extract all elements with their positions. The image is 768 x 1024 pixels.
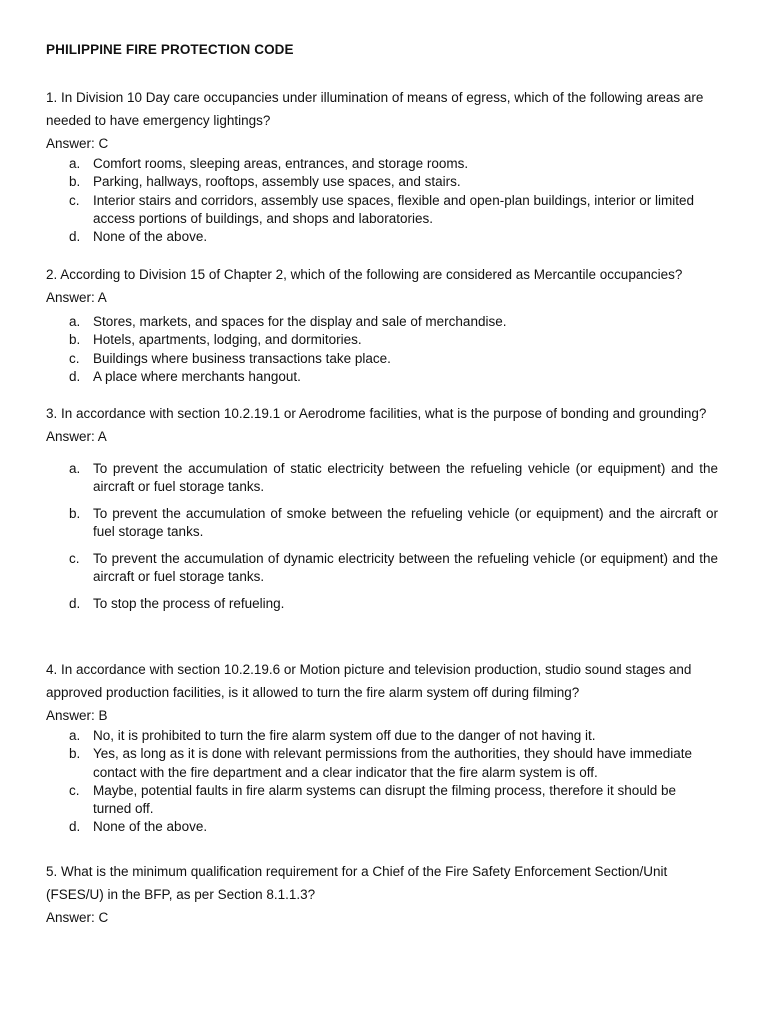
option-item <box>46 782 718 819</box>
option-letter: d. <box>69 596 81 612</box>
option-item <box>46 313 718 331</box>
option-letter: c. <box>69 350 80 366</box>
option-item <box>46 228 718 246</box>
option-text: Hotels, apartments, lodging, and dormitories. <box>93 332 362 348</box>
option-text: Stores, markets, and spaces for the display and sale of merchandise. <box>93 314 507 329</box>
option-letter: b. <box>69 174 81 190</box>
option-item <box>46 745 718 782</box>
option-text: Maybe, potential faults in fire alarm systems can disrupt the filming process, therefore it should be turned off. <box>93 782 677 817</box>
option-letter: d. <box>69 229 81 245</box>
option-text: Yes, as long as it is done with relevant permissions from the authorities, they should have immediate contact with the fire department and a clear indicator that the fire alarm system is off. <box>93 746 693 780</box>
option-letter: c. <box>69 782 80 798</box>
option-text: None of the above. <box>93 819 208 835</box>
option-item <box>46 368 718 386</box>
option-letter: a. <box>69 156 81 171</box>
option-item <box>46 818 718 836</box>
document-title: PHILIPPINE FIRE PROTECTION CODE <box>46 42 294 57</box>
option-text: To prevent the accumulation of dynamic electricity between the refueling vehicle (or equipment) and the aircraft or fuel storage tanks. <box>93 551 718 585</box>
option-text: No, it is prohibited to turn the fire alarm system off due to the danger of not having it. <box>93 728 596 743</box>
option-item <box>46 460 718 497</box>
option-item <box>46 331 718 349</box>
options-list <box>46 727 718 837</box>
question-text: 1. In Division 10 Day care occupancies under illumination of means of egress, which of the following areas are needed to have emergency lightings? <box>46 90 704 128</box>
answer-line: Answer: A <box>46 290 107 305</box>
option-letter: a. <box>69 314 81 329</box>
option-item <box>46 155 718 173</box>
option-letter: b. <box>69 506 81 522</box>
option-item <box>46 727 718 745</box>
option-text: To prevent the accumulation of smoke between the refueling vehicle (or equipment) and the aircraft or fuel storage tanks. <box>93 506 718 540</box>
option-letter: a. <box>69 461 81 476</box>
question-1 <box>46 86 718 246</box>
question-3 <box>46 402 718 614</box>
question-2 <box>46 263 718 386</box>
option-letter: c. <box>69 192 80 208</box>
option-text: Buildings where business transactions take place. <box>93 350 391 366</box>
option-item <box>46 350 718 368</box>
question-text: 4. In accordance with section 10.2.19.6 or Motion picture and television production, studio sound stages and approved production facilities, is it allowed to turn the fire alarm system off during filming? <box>46 662 692 700</box>
option-item <box>46 505 718 542</box>
answer-line: Answer: C <box>46 136 109 151</box>
option-text: To prevent the accumulation of static electricity between the refueling vehicle (or equipment) and the aircraft or fuel storage tanks. <box>93 461 718 495</box>
options-list <box>46 155 718 246</box>
question-text: 5. What is the minimum qualification requirement for a Chief of the Fire Safety Enforcement Section/Unit (FSES/U) in the BFP, as per Section 8.1.1.3? <box>46 864 668 902</box>
option-text: A place where merchants hangout. <box>93 368 301 384</box>
option-letter: b. <box>69 332 81 348</box>
option-letter: a. <box>69 728 81 743</box>
answer-line: Answer: A <box>46 429 107 444</box>
option-text: Parking, hallways, rooftops, assembly use spaces, and stairs. <box>93 174 461 190</box>
question-text: 2. According to Division 15 of Chapter 2, which of the following are considered as Mercantile occupancies? <box>46 267 683 282</box>
answer-line: Answer: B <box>46 708 108 723</box>
question-text: 3. In accordance with section 10.2.19.1 or Aerodrome facilities, what is the purpose of bonding and grounding? <box>46 406 707 421</box>
options-list <box>46 460 718 614</box>
option-item <box>46 550 718 587</box>
option-item <box>46 192 718 229</box>
option-letter: b. <box>69 746 81 762</box>
option-text: None of the above. <box>93 229 208 245</box>
options-list <box>46 313 718 386</box>
answer-line: Answer: C <box>46 910 109 925</box>
question-5 <box>46 860 718 929</box>
option-letter: d. <box>69 819 81 835</box>
option-letter: d. <box>69 368 81 384</box>
option-item <box>46 595 718 613</box>
option-text: Comfort rooms, sleeping areas, entrances, and storage rooms. <box>93 156 469 171</box>
option-text: Interior stairs and corridors, assembly use spaces, flexible and open-plan buildings, interior or limited access portions of buildings, and shops and laboratories. <box>93 192 695 226</box>
option-letter: c. <box>69 551 80 567</box>
option-item <box>46 173 718 191</box>
option-text: To stop the process of refueling. <box>93 596 285 612</box>
question-4 <box>46 658 718 837</box>
